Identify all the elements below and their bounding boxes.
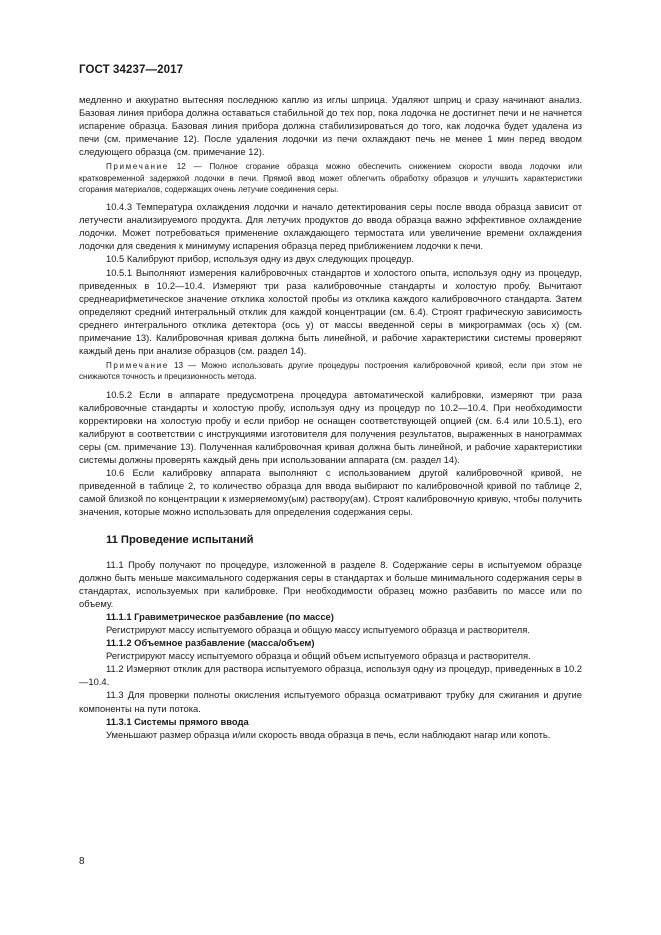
note-13 — [79, 360, 582, 382]
document-code-header: ГОСТ 34237—2017 — [79, 64, 184, 76]
note-12-text: 12 — Полное сгорание образца можно обеспечить снижением скорости ввода лодочки или кратковременной задержкой лодочки в печи. Прямой ввод может облегчить обработку образцов и улучшить характеристики сгорания материалов, содержащих очень летучие соединения серы. — [79, 162, 582, 194]
paragraph-11-1-2: Регистрируют массу испытуемого образца и общий объем испытуемого образца и растворителя. — [106, 650, 531, 662]
paragraph-11-2: 11.2 Измеряют отклик для раствора испытуемого образца, используя одну из процедур, приведенных в 10.2—10.4. — [79, 663, 582, 688]
paragraph-10-5-1: 10.5.1 Выполняют измерения калибровочных стандартов и холостого опыта, используя одну из процедур, приведенных в 10.2—10.4. Измеряют три раза калибровочные стандарты и холостую пробу. Вычитают среднеарифметическое значение отклика холостой пробы из отклика каждого калибровочного стандарта. Затем определяют средний интегральный отклик для каждой концентрации (см. 6.4). Строят графическую зависимость среднего интегрального отклика детектора (ось y) от массы введенной серы в микрограммах (ось x) (см. примечание 13). Калибровочная кривая должна быть линейной, и рабочие характеристики системы проверяют каждый день при анализе образцов (см. раздел 14). — [79, 266, 582, 357]
paragraph-11-3-1: Уменьшают размер образца и/или скорость ввода образца в печь, если наблюдают нагар или копоть. — [106, 728, 551, 740]
note-13-label: Примечание — [106, 361, 169, 371]
paragraph-10-6: 10.6 Если калибровку аппарата выполняют с использованием другой калибровочной кривой, не приведенной в таблице 2, то количество образца для ввода выбирают по калибровочной кривой по таблице 2, самой близкой по концентрации к измеряемому(ым) раствору(ам). Строят калибровочную кривую, чтобы получить значения, которые можно использовать для определения содержания серы. — [79, 467, 582, 518]
page-body — [79, 93, 582, 741]
note-12 — [79, 161, 582, 195]
section-11-title: 11 Проведение испытаний — [106, 533, 254, 546]
page-number: 8 — [79, 856, 85, 867]
note-13-text: 13 — Можно использовать другие процедуры построения калибровочной кривой, если при этом не снижаются точность и прецизионность метода. — [79, 361, 582, 382]
heading-11-1-2: 11.1.2 Объемное разбавление (масса/объем) — [106, 637, 315, 649]
paragraph-11-1-1: Регистрируют массу испытуемого образца и общую массу испытуемого образца и растворителя. — [106, 624, 530, 636]
paragraph-10-5-2: 10.5.2 Если в аппарате предусмотрена процедура автоматической калибровки, измеряют три раза калибровочные стандарты и холостую пробу, используя одну из процедур по 10.2—10.4. При необходимости корректировки на холостую пробу и если прибор не оснащен соответствующей опцией (см. 6.4 или 10.5.1), его калибруют в соответствии с инструкциями изготовителя для получения результатов, выраженных в нанограммах серы (см. примечание 13). Полученная калибровочная кривая должна быть линейной, и рабочие характеристики системы должны проверять каждый день при использовании аппарата (см. раздел 14). — [79, 388, 582, 466]
heading-11-3-1: 11.3.1 Системы прямого ввода — [106, 715, 249, 727]
paragraph-10-5: 10.5 Калибруют прибор, используя одну из двух следующих процедур. — [106, 253, 415, 265]
paragraph-11-3: 11.3 Для проверки полноты окисления испытуемого образца осматривают трубку для сжигания и другие компоненты на пути потока. — [79, 689, 582, 714]
paragraph-11-1: 11.1 Пробу получают по процедуре, изложенной в разделе 8. Содержание серы в испытуемом образце должно быть меньше максимального содержания серы в стандартах и больше минимального содержания серы в стандартах, используемых при калибровке. При необходимости образец можно разбавить по массе или по объему. — [79, 558, 582, 609]
note-12-label: Примечание — [106, 162, 169, 172]
paragraph-10-4-3: 10.4.3 Температура охлаждения лодочки и начало детектирования серы после ввода образца зависит от летучести анализируемого продукта. Для летучих продуктов до ввода образца важно эффективное охлаждение лодочки. Может потребоваться применение охлаждающего термостата или увеличение времени охлаждения лодочки для сведения к минимуму испарения образца перед приближением лодочки к печи. — [79, 201, 582, 252]
paragraph-continuation: медленно и аккуратно вытесняя последнюю каплю из иглы шприца. Удаляют шприц и сразу начинают анализ. Базовая линия прибора должна оставаться стабильной до тех пор, пока лодочка не достигнет печи и не начнется испарение образца. Базовая линия прибора должна стабилизироваться до того, как лодочка будет удалена из печи (см. примечание 12). После удаления лодочки из печи охлаждают печь не менее 1 мин перед вводом следующего образца (см. примечание 12). — [79, 94, 582, 158]
heading-11-1-1: 11.1.1 Гравиметрическое разбавление (по массе) — [106, 610, 334, 622]
